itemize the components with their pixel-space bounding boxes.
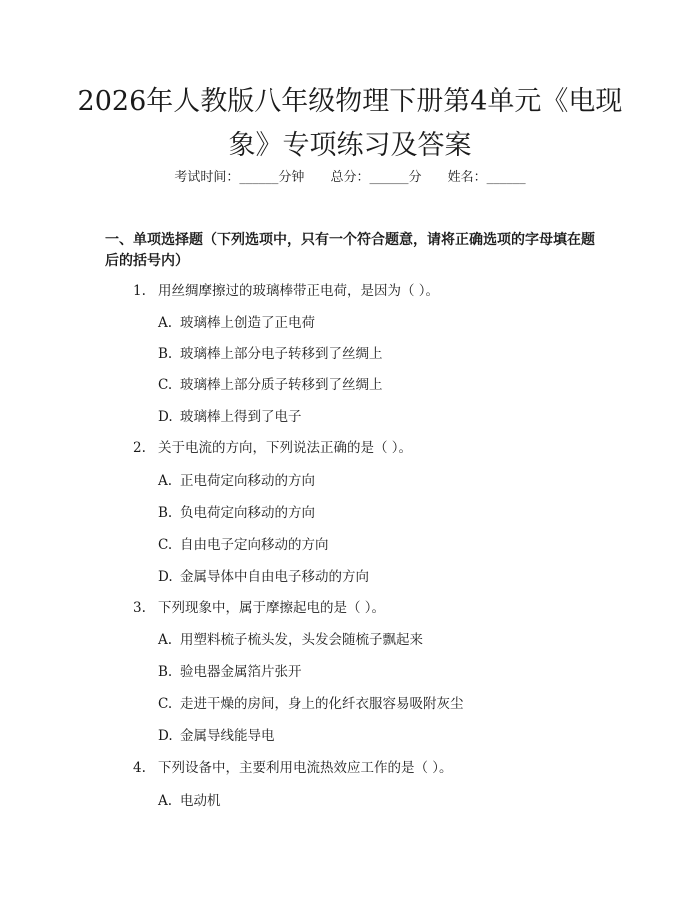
option-2c [158, 535, 608, 555]
question-number: 3. [133, 600, 146, 616]
option-text: 金属导体中自由电子移动的方向 [180, 569, 369, 585]
option-3b [158, 662, 608, 682]
question-stem: 下列现象中，属于摩擦起电的是（ ）。 [158, 600, 386, 616]
option-2b [158, 503, 608, 523]
option-3c [158, 694, 608, 714]
option-text: 金属导线能导电 [180, 728, 275, 744]
option-4a [158, 791, 608, 811]
option-letter: D. [158, 728, 173, 744]
question-3 [133, 598, 613, 618]
option-text: 自由电子定向移动的方向 [180, 537, 329, 553]
option-letter: B. [158, 664, 173, 680]
option-text: 正电荷定向移动的方向 [180, 473, 315, 489]
option-letter: A. [158, 632, 173, 648]
option-text: 玻璃棒上部分质子转移到了丝绸上 [180, 377, 383, 393]
question-number: 2. [133, 440, 146, 456]
exam-name: 姓名：______ [447, 170, 526, 185]
option-text: 电动机 [180, 793, 221, 809]
question-2 [133, 438, 613, 458]
exam-score: 总分：______分 [330, 170, 422, 185]
option-text: 走进干燥的房间，身上的化纤衣服容易吸附灰尘 [180, 696, 464, 712]
option-letter: A. [158, 793, 173, 809]
section-heading: 一、单项选择题（下列选项中，只有一个符合题意，请将正确选项的字母填在题后的括号内） [105, 232, 595, 269]
option-letter: D. [158, 409, 173, 425]
option-text: 玻璃棒上部分电子转移到了丝绸上 [180, 346, 383, 362]
option-text: 玻璃棒上创造了正电荷 [180, 315, 315, 331]
option-letter: C. [158, 377, 173, 393]
question-number: 4. [133, 760, 146, 776]
option-text: 验电器金属箔片张开 [180, 664, 302, 680]
option-1b [158, 344, 608, 364]
option-letter: C. [158, 696, 173, 712]
option-letter: C. [158, 537, 173, 553]
question-stem: 关于电流的方向，下列说法正确的是（ ）。 [158, 440, 413, 456]
question-1 [133, 281, 613, 301]
exam-time: 考试时间：______分钟 [174, 170, 305, 185]
document-title: 2026年人教版八年级物理下册第4单元《电现象》专项练习及答案 [77, 86, 623, 161]
option-2a [158, 471, 608, 491]
question-stem: 用丝绸摩擦过的玻璃棒带正电荷，是因为（ ）。 [158, 283, 440, 299]
option-1d [158, 407, 608, 427]
option-letter: A. [158, 473, 173, 489]
option-text: 玻璃棒上得到了电子 [180, 409, 302, 425]
option-letter: D. [158, 569, 173, 585]
option-1a [158, 313, 608, 333]
question-stem: 下列设备中，主要利用电流热效应工作的是（ ）。 [158, 760, 453, 776]
option-text: 用塑料梳子梳头发，头发会随梳子飘起来 [180, 632, 423, 648]
question-number: 1. [133, 283, 146, 299]
option-text: 负电荷定向移动的方向 [180, 505, 315, 521]
question-4 [133, 758, 613, 778]
option-3d [158, 726, 608, 746]
option-letter: B. [158, 346, 173, 362]
option-1c [158, 375, 608, 395]
exam-info [0, 168, 700, 188]
option-letter: A. [158, 315, 173, 331]
option-3a [158, 630, 608, 650]
option-2d [158, 567, 608, 587]
option-letter: B. [158, 505, 173, 521]
